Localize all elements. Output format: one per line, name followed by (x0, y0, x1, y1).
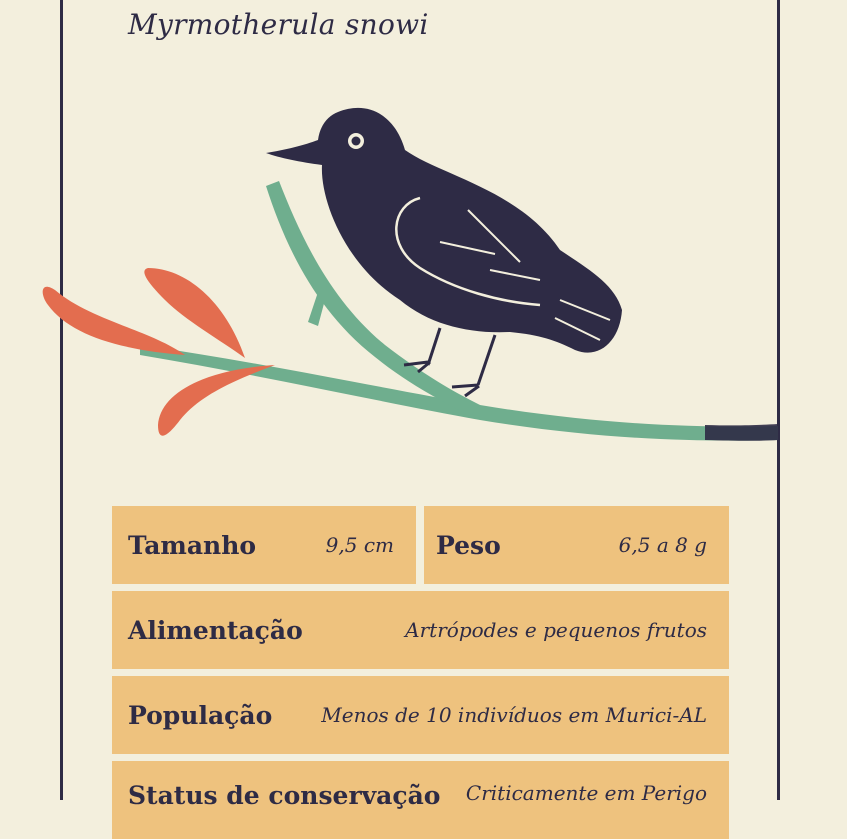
size-value: 9,5 cm (325, 533, 394, 557)
population-card (112, 676, 729, 754)
leaf-illustration (43, 268, 275, 436)
status-label: Status de conservação (128, 781, 441, 810)
species-name: Myrmotherula snowi (128, 8, 429, 41)
status-value: Criticamente em Perigo (465, 781, 707, 805)
weight-label: Peso (436, 530, 501, 560)
weight-value: 6,5 a 8 g (618, 533, 707, 557)
weight-card (424, 506, 729, 584)
diet-label: Alimentação (128, 615, 303, 645)
status-card (112, 761, 729, 839)
diet-card (112, 591, 729, 669)
size-label: Tamanho (128, 530, 257, 560)
diet-value: Artrópodes e pequenos frutos (405, 618, 707, 642)
size-card (112, 506, 416, 584)
population-label: População (128, 700, 273, 730)
population-value: Menos de 10 indivíduos em Murici-AL (321, 703, 707, 727)
